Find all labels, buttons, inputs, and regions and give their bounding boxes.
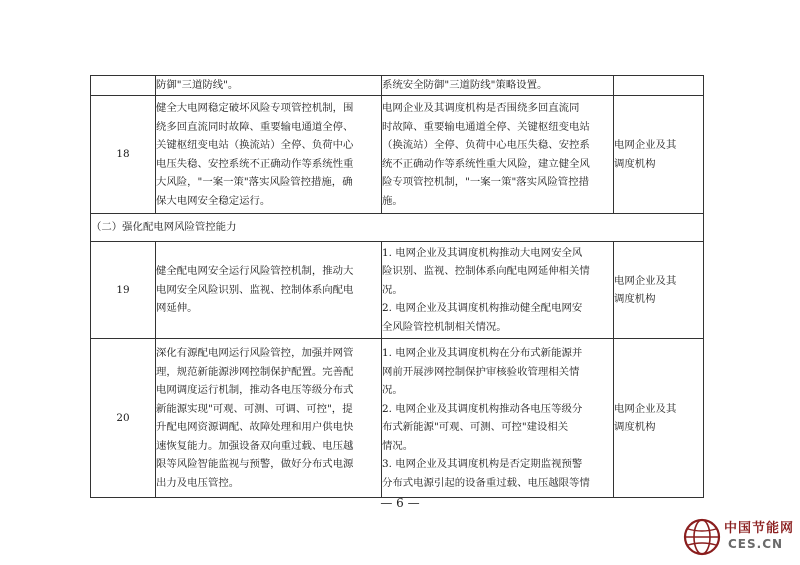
work-content-cell: 健全配电网安全运行风险管控机制，推动大 电网安全风险识别、监视、控制体系向配电 网延伸。 [156,242,382,339]
work-content-cell: 深化有源配电网运行风险管控，加强并网管 理，规范新能源涉网控制保护配置。完善配 电网调度运行机制，推动各电压等级分布式 新能源实现"可观、可测、可调、可控"，提 升配电网资源调配、故障处理和用户供电快 速恢复能力。加强设备双向重过载、电压越 限等风险智能监视与预警，做好分布式电源 出力及电压管控。 [156,339,382,498]
item-number: 19 [91,242,156,339]
item-number: 20 [91,339,156,498]
responsible-org-cell: 电网企业及其 调度机构 [614,96,704,214]
item-number: 18 [91,96,156,214]
check-content-cell: 系统安全防御"三道防线"策略设置。 [382,76,614,96]
table-row [91,242,704,339]
work-content-cell: 健全大电网稳定破坏风险专项管控机制，围 绕多回直流同时故障、重要输电通道全停、 关键枢纽变电站（换流站）全停、负荷中心 电压失稳、安控系统不正确动作等系统性重 大风险，"一案一策"落实风险管控措施，确 保大电网安全稳定运行。 [156,96,382,214]
watermark-url: CES.CN [728,537,784,551]
responsible-org-cell: 电网企业及其 调度机构 [614,242,704,339]
table-row [91,339,704,498]
globe-logo-icon [682,517,722,557]
site-watermark [682,513,796,561]
responsible-org-cell: 电网企业及其 调度机构 [614,339,704,498]
item-number [91,76,156,96]
supervision-items-table [90,75,704,498]
page-number: — 6 — [380,496,420,510]
table-row [91,96,704,214]
check-content-cell: 1. 电网企业及其调度机构推动大电网安全风 险识别、监视、控制体系向配电网延伸相关情 况。 2. 电网企业及其调度机构推动健全配电网安 全风险管控机制相关情况。 [382,242,614,339]
check-content-cell: 电网企业及其调度机构是否围绕多回直流同 时故障、重要输电通道全停、关键枢纽变电站 （换流站）全停、负荷中心电压失稳、安控系 统不正确动作等系统性重大风险，建立健全风 险专项管控机制，"一案一策"落实风险管控措 施。 [382,96,614,214]
table-row [91,76,704,96]
work-content-cell: 防御"三道防线"。 [156,76,382,96]
section-heading: （二）强化配电网风险管控能力 [91,214,704,242]
section-heading-row [91,214,704,242]
check-content-cell: 1. 电网企业及其调度机构在分布式新能源并 网前开展涉网控制保护审核验收管理相关情 况。 2. 电网企业及其调度机构推动各电压等级分 布式新能源"可观、可测、可控"建设相关 情况。 3. 电网企业及其调度机构是否定期监视预警 分布式电源引起的设备重过载、电压越限等情 [382,339,614,498]
watermark-title: 中国节能网 [724,521,795,536]
responsible-org-cell [614,76,704,96]
